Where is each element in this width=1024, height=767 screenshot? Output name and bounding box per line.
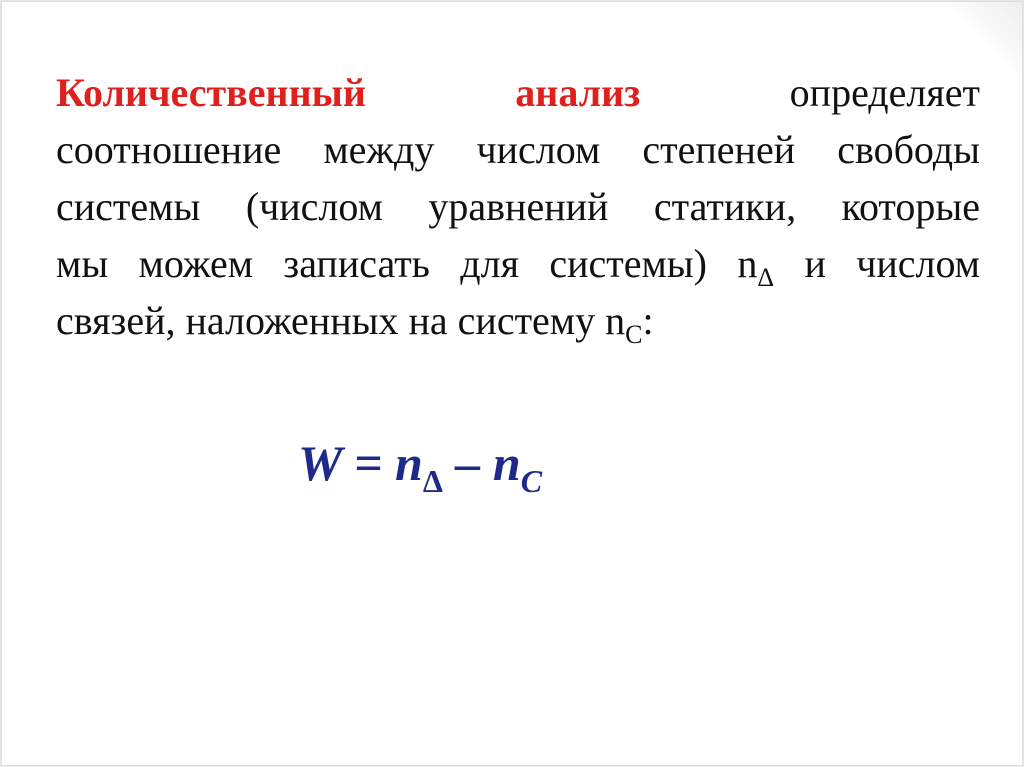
term-quantitative: Количественный (56, 70, 366, 115)
paragraph-line-3: системы (числом уравнений статики, которые (56, 184, 980, 229)
definition-paragraph (56, 64, 980, 349)
formula-lhs: W = n (298, 435, 423, 491)
term-analysis: анализ (515, 70, 641, 115)
line-5-text: связей, наложенных на систему n (56, 298, 626, 343)
subscript-c: С (625, 320, 643, 349)
formula (298, 434, 542, 500)
formula-subscript-delta: Δ (422, 463, 443, 499)
line-4-text: мы можем записать для системы) n (56, 241, 758, 286)
formula-minus: – n (442, 435, 521, 491)
paragraph-line-1 (56, 64, 980, 121)
paragraph-line-5 (56, 292, 980, 349)
page-corner-shading (952, 2, 1022, 72)
subscript-delta: Δ (757, 263, 775, 292)
line-5-tail: : (642, 298, 654, 343)
slide (2, 2, 1022, 765)
paragraph-line-4 (56, 235, 980, 292)
word-determines: определяет (789, 70, 980, 115)
paragraph-line-2: соотношение между числом степеней свободы (56, 127, 980, 172)
line-4-tail: и числом (774, 241, 980, 286)
formula-subscript-c: C (520, 463, 543, 499)
